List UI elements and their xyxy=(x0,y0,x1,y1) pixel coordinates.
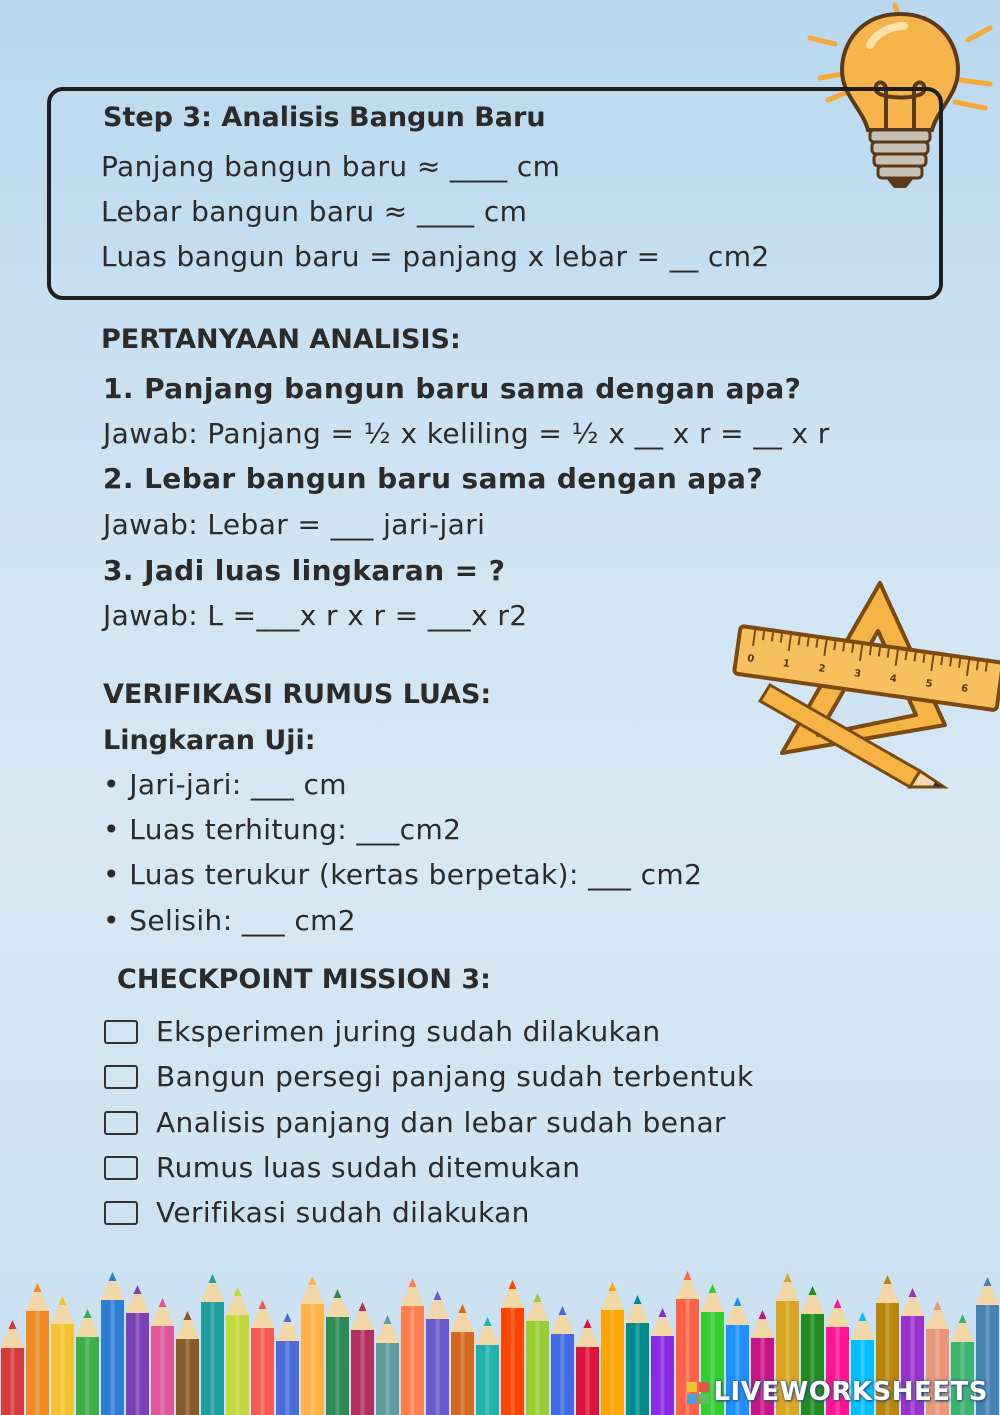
pencil xyxy=(451,1304,474,1415)
pencil xyxy=(76,1309,99,1415)
checkpoint-item-experiment: Eksperimen juring sudah dilakukan xyxy=(156,1015,661,1048)
pencil xyxy=(176,1311,199,1415)
step3-line-area: Luas bangun baru = panjang x lebar = __ cm2 xyxy=(101,240,770,273)
pencil xyxy=(276,1313,299,1415)
question-3: 3. Jadi luas lingkaran = ? xyxy=(103,554,506,587)
pencil xyxy=(426,1291,449,1415)
checkbox-formula[interactable] xyxy=(104,1156,138,1180)
ruler-tick: 6 xyxy=(960,683,969,696)
checkpoint-heading: CHECKPOINT MISSION 3: xyxy=(117,964,491,995)
checkpoint-item-verification: Verifikasi sudah dilakukan xyxy=(156,1196,530,1229)
pencil xyxy=(351,1302,374,1415)
verification-item-difference: • Selisih: ___ cm2 xyxy=(103,904,357,937)
checkbox-verification[interactable] xyxy=(104,1201,138,1225)
checkpoint-item-rectangle: Bangun persegi panjang sudah terbentuk xyxy=(156,1060,754,1093)
pencil xyxy=(226,1287,249,1415)
pencil xyxy=(126,1285,149,1415)
pencil xyxy=(1,1320,24,1415)
pencil xyxy=(401,1278,424,1415)
step3-title: Step 3: Analisis Bangun Baru xyxy=(103,102,546,133)
ruler-tick: 5 xyxy=(924,678,934,691)
analysis-heading: PERTANYAAN ANALISIS: xyxy=(101,324,461,355)
pencil xyxy=(26,1283,49,1415)
question-2: 2. Lebar bangun baru sama dengan apa? xyxy=(103,462,763,495)
answer-1: Jawab: Panjang = ½ x keliling = ½ x __ x r = __ x r xyxy=(103,417,830,450)
ruler-icon xyxy=(730,575,1000,800)
pencil xyxy=(576,1319,599,1415)
checkbox-rectangle[interactable] xyxy=(104,1065,138,1089)
pencil xyxy=(626,1295,649,1415)
pencil xyxy=(151,1298,174,1415)
verification-subheading: Lingkaran Uji: xyxy=(103,725,316,756)
ruler-tick: 4 xyxy=(889,673,898,686)
verification-item-calculated-area: • Luas terhitung: ___cm2 xyxy=(103,813,462,846)
pencil xyxy=(551,1306,574,1415)
pencil xyxy=(326,1289,349,1415)
pencil xyxy=(301,1276,324,1415)
checkpoint-item-formula: Rumus luas sudah ditemukan xyxy=(156,1151,581,1184)
pencil xyxy=(601,1282,624,1415)
ruler-tick: 1 xyxy=(782,658,791,671)
step3-line-length: Panjang bangun baru ≈ ____ cm xyxy=(101,150,561,183)
pencil xyxy=(101,1272,124,1415)
checkbox-analysis[interactable] xyxy=(104,1111,138,1135)
pencil xyxy=(376,1315,399,1415)
verification-heading: VERIFIKASI RUMUS LUAS: xyxy=(103,679,492,710)
liveworksheets-watermark: LIVEWORKSHEETS xyxy=(687,1377,988,1407)
pencil xyxy=(51,1296,74,1415)
pencil xyxy=(251,1300,274,1415)
ruler-tick: 0 xyxy=(746,653,755,666)
pencil xyxy=(501,1280,524,1415)
pencil xyxy=(476,1317,499,1415)
pencil xyxy=(651,1308,674,1415)
verification-item-radius: • Jari-jari: ___ cm xyxy=(103,768,347,801)
pencil xyxy=(526,1293,549,1415)
answer-2: Jawab: Lebar = ___ jari-jari xyxy=(103,508,486,541)
question-1: 1. Panjang bangun baru sama dengan apa? xyxy=(103,372,802,405)
checkpoint-item-analysis: Analisis panjang dan lebar sudah benar xyxy=(156,1106,726,1139)
verification-item-measured-area: • Luas terukur (kertas berpetak): ___ cm2 xyxy=(103,858,703,891)
ruler-tick: 2 xyxy=(817,663,827,676)
liveworksheets-logo-icon xyxy=(687,1382,709,1404)
pencil xyxy=(201,1274,224,1415)
checkbox-experiment[interactable] xyxy=(104,1020,138,1044)
step3-line-width: Lebar bangun baru ≈ ____ cm xyxy=(101,195,528,228)
ruler-tick: 3 xyxy=(853,668,862,681)
answer-3: Jawab: L =___x r x r = ___x r2 xyxy=(103,599,528,632)
